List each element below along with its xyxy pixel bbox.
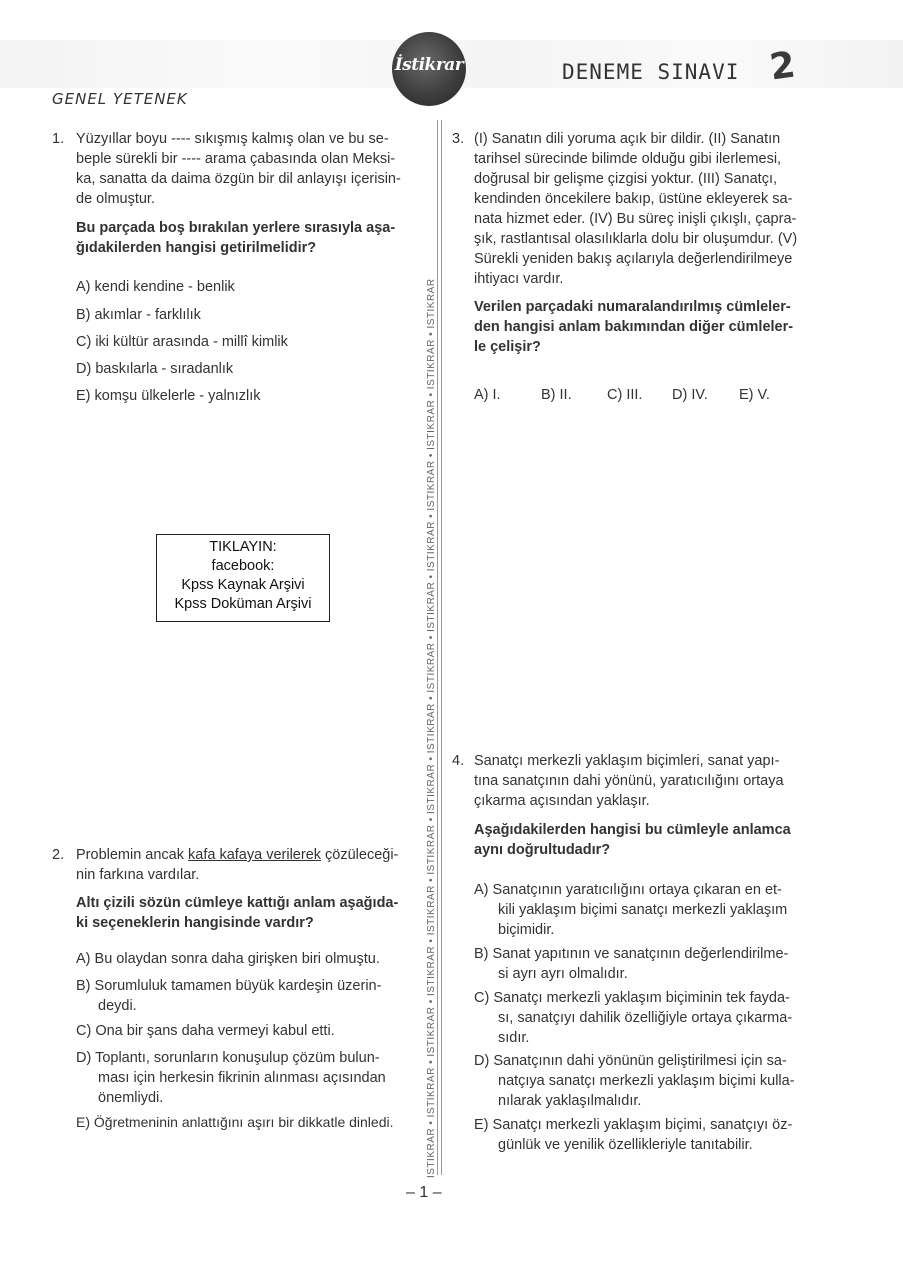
q4-option-b[interactable] bbox=[474, 944, 814, 984]
exam-number: 2 bbox=[767, 44, 798, 89]
question-1-line: de olmuştur. bbox=[76, 191, 155, 207]
question-4-line: tına sanatçının dahi yönünü, yaratıcılığını ortaya bbox=[474, 773, 784, 789]
info-box-line: facebook: bbox=[211, 558, 275, 574]
question-1-line: Yüzyıllar boyu ---- sıkışmış kalmış olan ve bu se- bbox=[76, 131, 389, 147]
q4-option-d-line: nılarak yaklaşılmalıdır. bbox=[498, 1093, 642, 1109]
info-box-line: TIKLAYIN: bbox=[209, 539, 277, 555]
q4-option-d[interactable] bbox=[474, 1051, 814, 1111]
question-4-line: Sanatçı merkezli yaklaşım biçimleri, sanat yapı- bbox=[474, 753, 780, 769]
q4-option-b-line: B) Sanat yapıtının ve sanatçının değerlendirilme- bbox=[474, 946, 789, 962]
q4-option-a-line: kili yaklaşım biçimi sanatçı merkezli yaklaşım bbox=[498, 902, 788, 918]
exam-title: DENEME SINAVI bbox=[562, 60, 740, 84]
q1-option-c[interactable]: C) iki kültür arasında - millî kimlik bbox=[76, 334, 288, 350]
q1-option-e[interactable]: E) komşu ülkelerle - yalnızlık bbox=[76, 388, 261, 404]
question-2-text: çözüleceği- bbox=[321, 847, 399, 863]
q4-option-c[interactable] bbox=[474, 988, 814, 1048]
q2-option-b-line: B) Sorumluluk tamamen büyük kardeşin üzerin- bbox=[76, 978, 382, 994]
question-1-line: beple sürekli bir ---- arama çabasında olan Meksi- bbox=[76, 151, 396, 167]
q4-option-b-line: si ayrı ayrı olmalıdır. bbox=[498, 966, 628, 982]
q4-option-c-line: sıdır. bbox=[498, 1030, 530, 1046]
q4-option-a-line: biçimidir. bbox=[498, 922, 555, 938]
q4-option-e[interactable] bbox=[474, 1115, 814, 1155]
q2-option-d[interactable] bbox=[76, 1048, 416, 1108]
question-3-line: (I) Sanatın dili yoruma açık bir dildir. (II) Sanatın bbox=[474, 131, 781, 147]
sidebar-watermark bbox=[426, 118, 440, 1178]
question-4-line: çıkarma açısından yaklaşır. bbox=[474, 793, 650, 809]
section-title: GENEL YETENEK bbox=[52, 90, 188, 108]
underlined-phrase: kafa kafaya verilerek bbox=[188, 847, 322, 863]
q1-option-b[interactable]: B) akımlar - farklılık bbox=[76, 307, 201, 323]
question-2-number: 2. bbox=[52, 847, 65, 863]
q4-option-e-line: günlük ve yenilik özellikleriyle tanıtabilir. bbox=[498, 1137, 753, 1153]
q3-option-a[interactable]: A) I. bbox=[474, 387, 501, 403]
q4-option-e-line: E) Sanatçı merkezli yaklaşım biçimi, sanatçıyı öz- bbox=[474, 1117, 793, 1133]
question-3-number: 3. bbox=[452, 131, 465, 147]
q2-option-b[interactable] bbox=[76, 976, 416, 1016]
info-box[interactable] bbox=[156, 534, 330, 622]
question-3-line: nata hizmet eder. (IV) Bu süreç inişli çıkışlı, çapra- bbox=[474, 211, 797, 227]
logo-text: İstikrar bbox=[394, 55, 464, 75]
q3-option-c[interactable]: C) III. bbox=[607, 387, 643, 403]
q2-option-b-line: deydi. bbox=[98, 998, 137, 1014]
question-1-prompt: Bu parçada boş bırakılan yerlere sırasıyla aşa- bbox=[76, 220, 396, 236]
page-number: – 1 – bbox=[406, 1184, 442, 1201]
q4-option-d-line: natçıya sanatçı merkezli yaklaşım biçimi kulla- bbox=[498, 1073, 795, 1089]
q1-option-a[interactable]: A) kendi kendine - benlik bbox=[76, 279, 235, 295]
question-2-line bbox=[76, 845, 416, 865]
q2-option-c[interactable]: C) Ona bir şans daha vermeyi kabul etti. bbox=[76, 1023, 335, 1039]
q2-option-a[interactable]: A) Bu olaydan sonra daha girişken biri olmuştu. bbox=[76, 951, 380, 967]
question-3-prompt: le çelişir? bbox=[474, 339, 541, 355]
question-2-text: Problemin ancak bbox=[76, 847, 189, 863]
question-4-prompt: aynı doğrultudadır? bbox=[474, 842, 611, 858]
column-divider-inner bbox=[441, 120, 442, 1175]
q3-option-e[interactable]: E) V. bbox=[739, 387, 770, 403]
question-3-line: Sürekli yeniden bakış açılarıyla değerlendirilmeye bbox=[474, 251, 793, 267]
info-box-line: Kpss Kaynak Arşivi bbox=[181, 577, 305, 593]
q2-option-d-line: önemliydi. bbox=[98, 1090, 164, 1106]
question-3-line: tarihsel sürecinde bilimde olduğu gibi ilerlemesi, bbox=[474, 151, 782, 167]
question-1-line: ka, sanatta da daima özgün bir dil anlayışı içerisin- bbox=[76, 171, 401, 187]
q2-option-d-line: ması için herkesin fikrinin alınması açısından bbox=[98, 1070, 386, 1086]
question-4-number: 4. bbox=[452, 753, 465, 769]
q4-option-d-line: D) Sanatçının dahi yönünün geliştirilmesi için sa- bbox=[474, 1053, 787, 1069]
question-1-number: 1. bbox=[52, 131, 65, 147]
q2-option-d-line: D) Toplantı, sorunların konuşulup çözüm bulun- bbox=[76, 1050, 380, 1066]
question-3-line: ihtiyacı vardır. bbox=[474, 271, 564, 287]
q4-option-c-line: C) Sanatçı merkezli yaklaşım biçiminin tek fayda- bbox=[474, 990, 790, 1006]
question-4-prompt: Aşağıdakilerden hangisi bu cümleyle anlamca bbox=[474, 822, 791, 838]
q4-option-c-line: sı, sanatçıyı dahilik özelliğiyle ortaya çıkarma- bbox=[498, 1010, 793, 1026]
question-3-line: kendinden öncekilere bakıp, üstüne ekleyerek sa- bbox=[474, 191, 793, 207]
q3-option-d[interactable]: D) IV. bbox=[672, 387, 708, 403]
q4-option-a[interactable] bbox=[474, 880, 814, 940]
question-3-prompt: Verilen parçadaki numaralandırılmış cümleler- bbox=[474, 299, 791, 315]
question-3-line: şık, rastlantısal olasılıklarla dolu bir oluşumdur. (V) bbox=[474, 231, 798, 247]
question-3-prompt: den hangisi anlam bakımından diğer cümleler- bbox=[474, 319, 794, 335]
question-2-prompt: Altı çizili sözün cümleye kattığı anlam aşağıda- bbox=[76, 895, 399, 911]
question-1-prompt: ğıdakilerden hangisi getirilmelidir? bbox=[76, 240, 317, 256]
info-box-line: Kpss Doküman Arşivi bbox=[174, 596, 312, 612]
q3-option-b[interactable]: B) II. bbox=[541, 387, 572, 403]
q4-option-a-line: A) Sanatçının yaratıcılığını ortaya çıkaran en et- bbox=[474, 882, 782, 898]
q1-option-d[interactable]: D) baskılarla - sıradanlık bbox=[76, 361, 234, 377]
sidebar-text: İSTİKRAR • İSTİKRAR • İSTİKRAR • İSTİKRAR • İSTİKRAR • İSTİKRAR • İSTİKRAR • İSTİKRAR • İSTİKRAR • İSTİKRAR • İSTİKRAR • İSTİKRAR • İSTİKRAR • İSTİKRAR • İSTİKRAR bbox=[426, 278, 437, 1178]
question-2-prompt: ki seçeneklerin hangisinde vardır? bbox=[76, 915, 314, 931]
q2-option-e[interactable]: E) Öğretmeninin anlattığını aşırı bir dikkatle dinledi. bbox=[76, 1114, 394, 1130]
question-2-line: nin farkına vardılar. bbox=[76, 867, 200, 883]
question-3-line: doğrusal bir gelişme çizgisi yoktur. (III) Sanatçı, bbox=[474, 171, 778, 187]
